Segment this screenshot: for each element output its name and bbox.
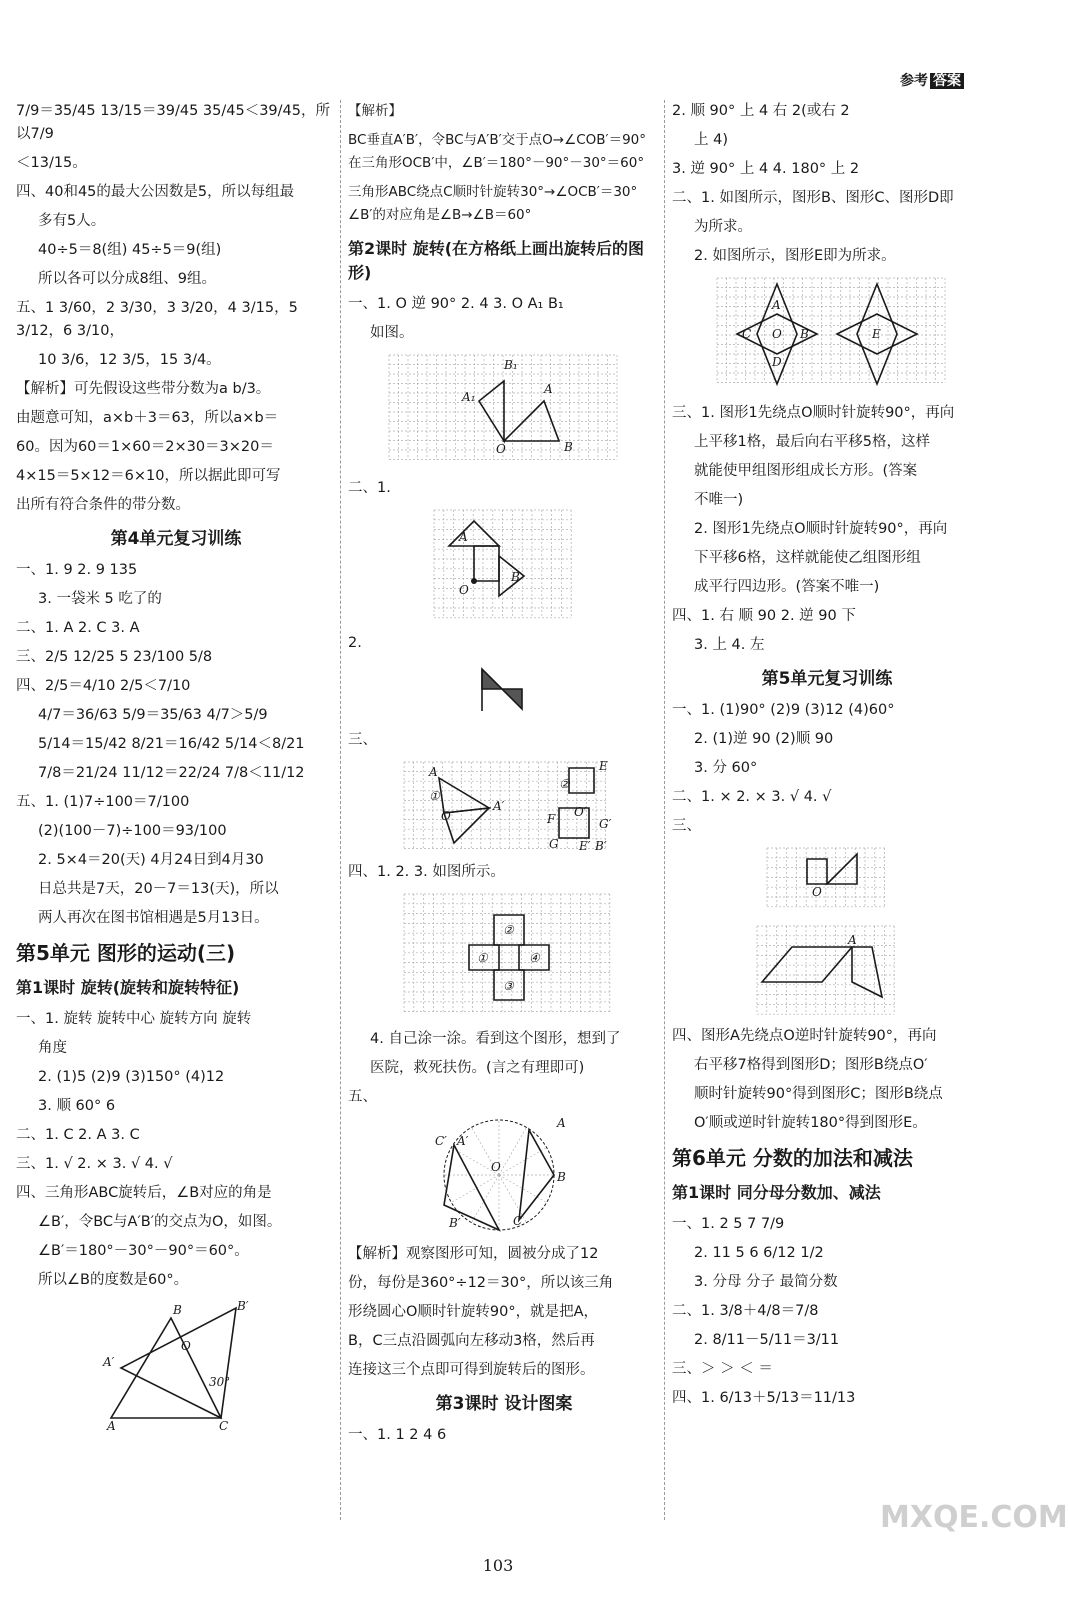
figure-label: A <box>429 765 438 779</box>
rotation-grid-figure-2 <box>429 506 579 624</box>
figure-label: O <box>812 885 822 899</box>
unit-5-review-answers <box>672 699 982 838</box>
answer-line: 二、1. <box>348 480 391 496</box>
analysis-block <box>348 100 660 227</box>
figure-label: B′ <box>595 839 607 853</box>
figure-shape <box>852 947 882 997</box>
figure-label: B <box>557 1170 566 1184</box>
answer-line: 二、1. 如图所示，图形B、图形C、图形D即 <box>672 190 954 206</box>
grid <box>767 848 885 907</box>
figure-label: E <box>599 759 608 773</box>
figure-label: ② <box>503 923 514 937</box>
figure-label: O <box>496 442 506 456</box>
column-1-text <box>16 100 336 1292</box>
flag-rotation-figure <box>474 661 534 721</box>
page-header <box>900 70 964 90</box>
figure-shape <box>474 546 499 581</box>
figure-label: G′ <box>599 817 612 831</box>
answer-line: 如图。 <box>370 325 414 341</box>
lesson-3-answers <box>348 1424 660 1447</box>
answer-line: ＜13/15。 <box>16 155 87 171</box>
answer-line: 日总共是7天，20－7＝13(天)，所以 <box>38 881 279 897</box>
figure-label: A₁ <box>462 390 476 404</box>
lesson-2-answers-5 <box>348 861 660 884</box>
figure-label: O <box>441 809 451 823</box>
triangle-rotated <box>121 1308 236 1418</box>
figure-label: O′ <box>574 805 587 819</box>
answer-line: 顺时针旋转90°得到图形C；图形B绕点 <box>694 1086 943 1102</box>
answer-line: 所以各可以分成8组、9组。 <box>38 271 216 287</box>
figure-label: B <box>173 1303 182 1317</box>
header-answer-box: 答案 <box>930 73 964 89</box>
figure-shape <box>449 521 499 546</box>
figure-label: ③ <box>503 979 514 993</box>
figure-label: A′ <box>103 1355 115 1369</box>
lesson-3-title: 第3课时 设计图案 <box>435 1394 573 1414</box>
figure-label: ① <box>477 951 488 965</box>
answer-line: 份，每份是360°÷12＝30°，所以该三角 <box>348 1275 614 1291</box>
answer-line: 就能使甲组图形组成长方形。(答案 <box>694 463 918 479</box>
star-pattern-figure <box>692 274 962 394</box>
figure-label: D <box>772 355 782 369</box>
answer-line: B，C三点沿圆弧向左移动3格，然后再 <box>348 1333 595 1349</box>
answer-line: 二、1. 3/8＋4/8＝7/8 <box>672 1303 819 1319</box>
figure-shape <box>762 947 852 982</box>
answer-line: 五、1 3/60，2 3/30，3 3/20，4 3/15，5 3/12，6 3/10， <box>16 300 298 339</box>
figure-label: C <box>219 1419 229 1433</box>
figure-label: O <box>181 1339 191 1353</box>
figure-label: F <box>547 812 556 826</box>
figure-label: A <box>848 933 857 947</box>
column-3 <box>672 100 982 1416</box>
radius <box>451 1175 499 1203</box>
answer-line: 3. 分 60° <box>694 760 758 776</box>
figure-label: A <box>772 298 781 312</box>
answer-line: 【解析】可先假设这些带分数为a b/3。 <box>16 381 271 397</box>
answer-line: 三、1. 图形1先绕点O顺时针旋转90°，再向 <box>672 405 955 421</box>
answer-line: 四、40和45的最大公因数是5，所以每组最 <box>16 184 295 200</box>
answer-line: 出所有符合条件的带分数。 <box>16 497 190 513</box>
page-number: 103 <box>482 1556 514 1575</box>
figure-label: A′ <box>457 1134 469 1148</box>
figure-shape <box>502 689 522 709</box>
answer-line: 成平行四边形。(答案不唯一) <box>694 579 880 595</box>
answer-line: 7/9＝35/45 13/15＝39/45 35/45＜39/45，所以7/9 <box>16 103 330 142</box>
unit-6-answers <box>672 1213 982 1410</box>
answer-line: 二、1. × 2. × 3. √ 4. √ <box>672 789 832 805</box>
answer-line: 4/7＝36/63 5/9＝35/63 4/7＞5/9 <box>38 707 268 723</box>
answer-line: 40÷5＝8(组) 45÷5＝9(组) <box>38 242 222 258</box>
answer-line: 10 3/6，12 3/5，15 3/4。 <box>38 352 221 368</box>
answer-line: 三、1. √ 2. × 3. √ 4. √ <box>16 1156 173 1172</box>
answer-line: 2. 图形1先绕点O顺时针旋转90°，再向 <box>694 521 948 537</box>
answer-line: (2)(100－7)÷100＝93/100 <box>38 823 227 839</box>
figure-label: E′ <box>579 839 591 853</box>
figure-label: O <box>772 327 782 341</box>
answer-line: 一、1. 9 2. 9 135 <box>16 562 138 578</box>
header-label: 参考 <box>900 73 928 89</box>
answer-line: BC垂直A′B′，令BC与A′B′交于点O→∠COB′＝90° 在三角形OCB′中，∠B′＝180°－90°－30°＝60° <box>348 132 647 171</box>
answer-line: 不唯一) <box>694 492 744 508</box>
figure-label: B′ <box>237 1299 249 1313</box>
column-divider <box>340 100 341 1520</box>
review-grid-figure-1 <box>762 844 892 914</box>
answer-line: 2. <box>348 635 362 651</box>
answer-line: 一、1. 旋转 旋转中心 旋转方向 旋转 <box>16 1011 252 1027</box>
radius <box>499 1148 547 1176</box>
figure-shape <box>439 778 489 813</box>
figure-label: B <box>564 440 573 454</box>
answer-line: 四、三角形ABC旋转后，∠B对应的角是 <box>16 1185 272 1201</box>
figure-shape <box>479 381 504 441</box>
grid <box>404 894 610 1012</box>
column-3-answers-1 <box>672 100 982 268</box>
unit-5-review-answers-2 <box>672 1025 982 1135</box>
answer-line: 三、 <box>348 732 377 748</box>
figure-label: 30° <box>209 1375 231 1389</box>
figure-label: B′ <box>449 1216 461 1230</box>
circle-rotation-figure <box>429 1115 579 1235</box>
answer-line: 2. 5×4＝20(天) 4月24日到4月30 <box>38 852 264 868</box>
figure-label: B₁ <box>504 358 518 372</box>
unit-5-review-title: 第5单元复习训练 <box>761 669 893 689</box>
answer-line: 3. 顺 60° 6 <box>38 1098 116 1114</box>
figure-label: G <box>549 837 559 851</box>
lesson-2-answers-2 <box>348 477 660 500</box>
answer-line: 五、 <box>348 1089 377 1105</box>
unit-title: 第5单元 图形的运动(三) <box>16 941 236 965</box>
watermark: MXQE.COM <box>880 1500 1068 1535</box>
answer-line: 四、图形A先绕点O逆时针旋转90°，再向 <box>672 1028 937 1044</box>
answer-line: 3. 逆 90° 上 4 4. 180° 上 2 <box>672 161 860 177</box>
figure-label: ② <box>559 777 570 791</box>
answer-line: 【解析】观察图形可知，圆被分成了12 <box>348 1246 599 1262</box>
lesson-title: 第1课时 旋转(旋转和旋转特征) <box>16 978 240 997</box>
lesson-2-analysis <box>348 1243 660 1382</box>
answer-line: 3. 上 4. 左 <box>694 637 765 653</box>
answer-line: 60。因为60＝1×60＝2×30＝3×20＝ <box>16 439 274 455</box>
review-grid-figure-2 <box>752 922 902 1017</box>
answer-line: 所以∠B的度数是60°。 <box>38 1272 189 1288</box>
answer-line: 医院，救死扶伤。(言之有理即可) <box>370 1060 585 1076</box>
answer-line: 2. (1)逆 90 (2)顺 90 <box>694 731 834 747</box>
lesson-2-answers-6 <box>348 1028 660 1109</box>
answer-line: 7/8＝21/24 11/12＝22/24 7/8＜11/12 <box>38 765 305 781</box>
answer-line: 5/14＝15/42 8/21＝16/42 5/14＜8/21 <box>38 736 305 752</box>
answer-line: 形绕圆心O顺时针旋转90°，就是把A， <box>348 1304 599 1320</box>
figure-label: C′ <box>435 1134 447 1148</box>
figure-label: B <box>800 327 809 341</box>
answer-line: 三、2/5 12/25 5 23/100 5/8 <box>16 649 213 665</box>
answer-line: 3. 一袋米 5 吃了的 <box>38 591 162 607</box>
figure-shape <box>482 669 502 689</box>
grid <box>757 926 894 1014</box>
figure-label: A′ <box>493 799 505 813</box>
answer-line: O′顺或逆时针旋转180°得到图形E。 <box>694 1115 927 1131</box>
answer-line: 下平移6格，这样就能使乙组图形组 <box>694 550 921 566</box>
radius <box>499 1127 527 1175</box>
column-divider <box>664 100 665 1520</box>
figure-label: A <box>544 382 553 396</box>
lesson-2-answers-3 <box>348 632 660 655</box>
answer-line: 三、＞ ＞ ＜ ＝ <box>672 1361 773 1377</box>
answer-line: 二、1. A 2. C 3. A <box>16 620 140 636</box>
answer-line: 四、1. 6/13＋5/13＝11/13 <box>672 1390 856 1406</box>
answer-line: 二、1. C 2. A 3. C <box>16 1127 140 1143</box>
answer-line: 3. 分母 分子 最简分数 <box>694 1274 838 1290</box>
answer-line: 2. 11 5 6 6/12 1/2 <box>694 1245 824 1261</box>
answer-line: 由题意可知，a×b＋3＝63，所以a×b＝ <box>16 410 279 426</box>
answer-line: 多有5人。 <box>38 213 106 229</box>
answer-line: 三、 <box>672 818 701 834</box>
figure-shape <box>807 859 827 884</box>
column-1 <box>16 100 336 1436</box>
unit-6-title: 第6单元 分数的加法和减法 <box>672 1146 913 1170</box>
answer-line: 4×15＝5×12＝6×10，所以据此即可写 <box>16 468 281 484</box>
answer-line: 五、1. (1)7÷100＝7/100 <box>16 794 190 810</box>
unit-6-lesson-1-title: 第1课时 同分母分数加、减法 <box>672 1183 881 1202</box>
rotation-grid-figure-1 <box>384 351 624 469</box>
answer-line: 一、1. 1 2 4 6 <box>348 1427 447 1443</box>
triangle-rotation-figure <box>101 1298 251 1433</box>
answer-line: 一、1. (1)90° (2)9 (3)12 (4)60° <box>672 702 895 718</box>
figure-label: A <box>107 1419 116 1433</box>
figure-shape <box>827 854 857 884</box>
answer-line: 三角形ABC绕点C顺时针旋转30°→∠OCB′＝30° ∠B′的对应角是∠B→∠B＝60° <box>348 184 638 223</box>
figure-label: A <box>557 1116 566 1130</box>
figure-label: C <box>742 327 752 341</box>
answer-line: 2. 顺 90° 上 4 右 2(或右 2 <box>672 103 850 119</box>
answer-line: ∠B′＝180°－30°－90°＝60°。 <box>38 1243 249 1259</box>
answer-line: 2. (1)5 (2)9 (3)150° (4)12 <box>38 1069 225 1085</box>
answer-line: 四、1. 2. 3. 如图所示。 <box>348 864 505 880</box>
figure-label: ④ <box>529 951 540 965</box>
figure-label: B <box>511 570 520 584</box>
answer-line: 一、1. 2 5 7 7/9 <box>672 1216 785 1232</box>
answer-line: ∠B′，令BC与A′B′的交点为O，如图。 <box>38 1214 282 1230</box>
figure-label: E <box>872 327 881 341</box>
answer-line: 上平移1格，最后向右平移5格，这样 <box>694 434 930 450</box>
answer-line: 四、2/5＝4/10 2/5＜7/10 <box>16 678 191 694</box>
column-2 <box>348 100 660 1453</box>
answer-line: 上 4) <box>694 132 728 148</box>
answer-line: 四、1. 右 顺 90 2. 逆 90 下 <box>672 608 856 624</box>
lesson-2-answers-4 <box>348 729 660 752</box>
grid <box>434 510 571 618</box>
answer-line: 连接这三个点即可得到旋转后的图形。 <box>348 1362 595 1378</box>
answer-line: 角度 <box>38 1040 67 1056</box>
rotation-grid-figure-3 <box>399 758 612 853</box>
answer-line: 一、1. O 逆 90° 2. 4 3. O A₁ B₁ <box>348 296 564 312</box>
triangle-abc <box>111 1318 221 1418</box>
answer-line: 两人再次在图书馆相遇是5月13日。 <box>38 910 269 926</box>
column-3-answers-2 <box>672 402 982 657</box>
center-point <box>471 578 477 584</box>
figure-label: O <box>491 1160 501 1174</box>
cross-pattern-figure <box>399 890 609 1020</box>
figure-label: A <box>459 530 468 544</box>
answer-line: 【解析】 <box>348 103 402 119</box>
answer-line: 2. 8/11－5/11＝3/11 <box>694 1332 840 1348</box>
lesson-2-title: 第2课时 旋转(在方格纸上画出旋转后的图形) <box>348 239 645 282</box>
section-title: 第4单元复习训练 <box>110 529 242 549</box>
figure-label: O <box>459 583 469 597</box>
radius <box>472 1175 500 1223</box>
answer-line: 右平移7格得到图形D；图形B绕点O′ <box>694 1057 928 1073</box>
lesson-2-answers-1 <box>348 293 660 345</box>
answer-line: 2. 如图所示，图形E即为所求。 <box>694 248 896 264</box>
figure-label: ① <box>429 789 440 803</box>
answer-line: 4. 自己涂一涂。看到这个图形，想到了 <box>370 1031 621 1047</box>
figure-label: C <box>513 1214 523 1228</box>
answer-line: 为所求。 <box>694 219 752 235</box>
